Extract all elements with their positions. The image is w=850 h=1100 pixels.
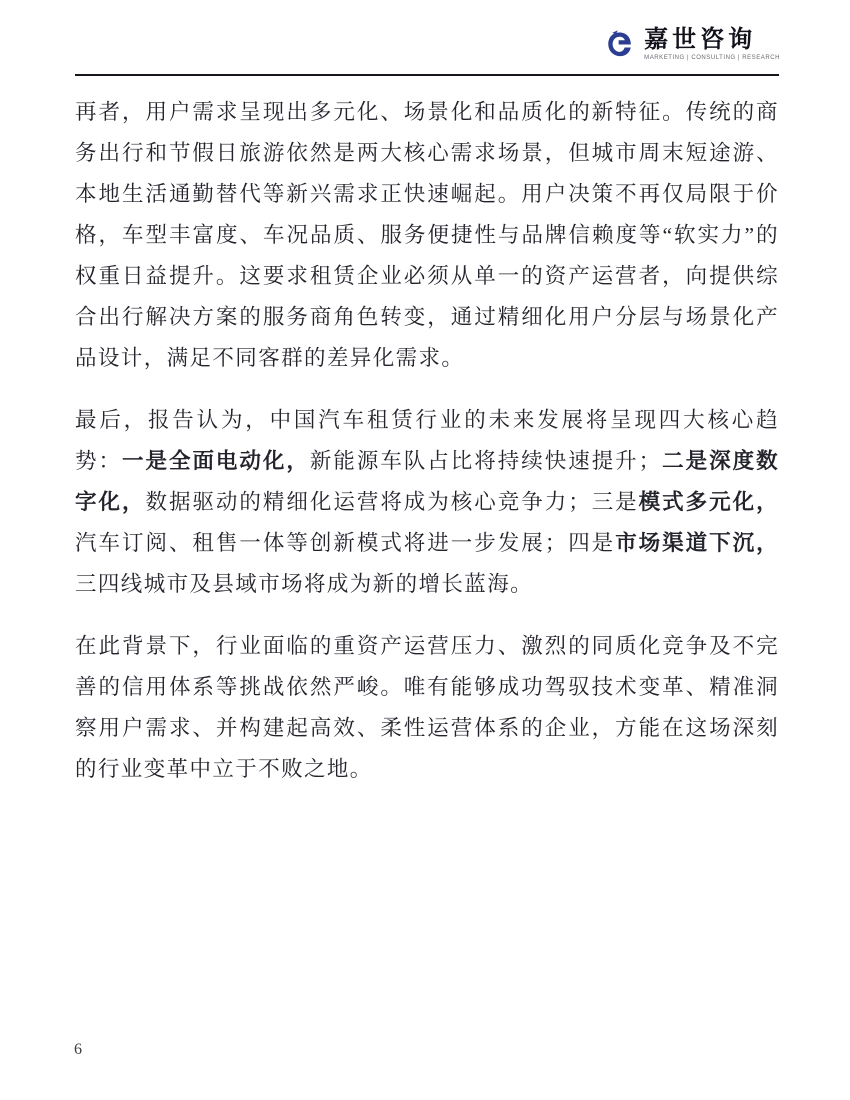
page-number: 6	[74, 1041, 82, 1058]
logo-text-block	[644, 27, 780, 61]
paragraph-user-demand-trends	[75, 92, 779, 379]
text-run: 三四线城市及县域市场将成为新的增长蓝海。	[75, 572, 534, 596]
text-run: 最后，报告认为，中国汽车租赁行业的未来发展将呈现四大核心趋势：	[75, 408, 779, 473]
text-run: 新能源车队占比将持续快速提升；	[309, 449, 662, 473]
company-logo	[604, 27, 780, 61]
paragraph-four-core-trends	[75, 400, 779, 605]
emphasized-text-run: 二是深度数字化，	[75, 449, 779, 514]
emphasized-text-run: 模式多元化，	[638, 490, 780, 514]
company-name: 嘉世咨询	[644, 26, 757, 53]
text-run: 数据驱动的精细化运营将成为核心竞争力；三是	[145, 490, 639, 514]
emphasized-text-run: 市场渠道下沉，	[615, 531, 780, 555]
company-tagline: MARKETING | CONSULTING | RESEARCH	[644, 55, 780, 61]
header-rule	[75, 74, 779, 76]
dragon-seal-logo-icon	[604, 27, 635, 60]
text-run: 在此背景下，行业面临的重资产运营压力、激烈的同质化竞争及不完善的信用体系等挑战依然严峻。唯有能够成功驾驭技术变革、精准洞察用户需求、并构建起高效、柔性运营体系的企业，方能在这场深刻的行业变革中立于不败之地。	[75, 634, 779, 781]
document-body	[75, 92, 779, 811]
text-run: 汽车订阅、租售一体等创新模式将进一步发展；四是	[75, 531, 616, 555]
paragraph-industry-challenges	[75, 626, 779, 790]
text-run: 再者，用户需求呈现出多元化、场景化和品质化的新特征。传统的商务出行和节假日旅游依然是两大核心需求场景，但城市周末短途游、本地生活通勤替代等新兴需求正快速崛起。用户决策不再仅局限于价格，车型丰富度、车况品质、服务便捷性与品牌信赖度等“软实力”的权重日益提升。这要求租赁企业必须从单一的资产运营者，向提供综合出行解决方案的服务商角色转变，通过精细化用户分层与场景化产品设计，满足不同客群的差异化需求。	[75, 100, 779, 370]
emphasized-text-run: 一是全面电动化，	[121, 449, 310, 473]
